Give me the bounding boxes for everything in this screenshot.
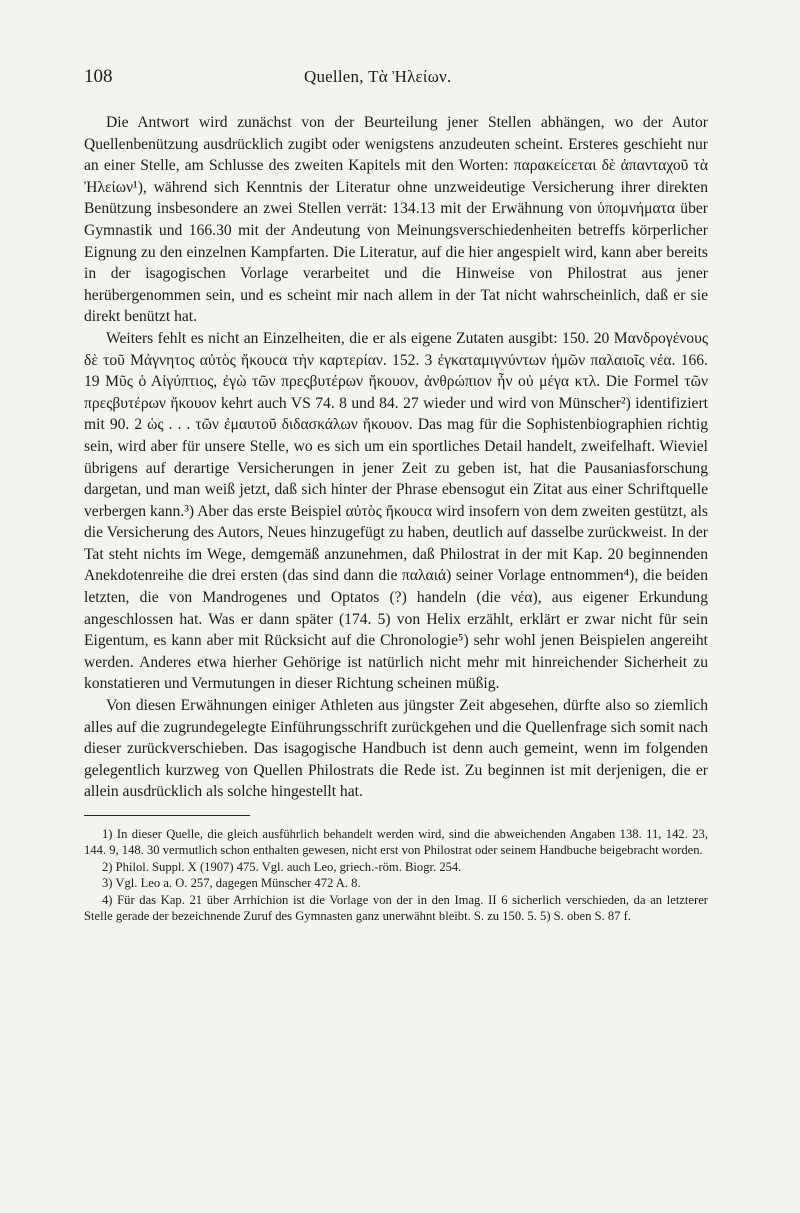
- paragraph-3: Von diesen Erwähnungen einiger Athleten aus jüngster Zeit abgesehen, dürfte also so ziemlich alles auf die zugrundegelegte Einführungsschrift zurückgehen und die Quellenfrage sich somit nach dieser zurückverschieben. Das isagogische Handbuch ist denn auch gemeint, wenn im folgenden gelegentlich kurzweg von Quellen Philostrats die Rede ist. Zu beginnen ist mit derjenigen, die er allein ausdrücklich als solche hingestellt hat.: [84, 697, 708, 801]
- paragraph-1: Die Antwort wird zunächst von der Beurteilung jener Stellen abhängen, wo der Autor Quellenbenützung ausdrücklich zugibt oder wenigstens anzudeuten scheint. Ersteres geschieht nur an einer Stelle, am Schlusse des zweiten Kapitels mit den Worten: παρακείcεται δὲ ἀπανταχοῦ τὰ Ἠλείων¹), während sich Kenntnis der Literatur ohne unzweideutige Versicherung ihrer direkten Benützung insbesondere an zwei Stellen verrät: 134.13 mit der Erwähnung von ὑπομνήματα über Gymnastik und 166.30 mit der Andeutung von Meinungsverschiedenheiten betreffs körperlicher Eignung zu den einzelnen Kampfarten. Die Literatur, auf die hier angespielt wird, kann aber bereits in der isagogischen Vorlage verarbeitet und die Hinweise von Philostrat aus jener herübergenommen sein, und es scheint mir nach allem in der Tat nicht wahrscheinlich, daß er sie direkt benützt hat.: [84, 114, 708, 326]
- footnote-2: 2) Philol. Suppl. X (1907) 475. Vgl. auch Leo, griech.-röm. Biogr. 254.: [102, 859, 462, 874]
- footnotes: [84, 826, 708, 924]
- main-text: [84, 112, 708, 803]
- footnote-4: 4) Für das Kap. 21 über Arrhichion ist die Vorlage von der in den Imag. II 6 sicherlich verschieden, da an letzterer Stelle gerade der bezeichnende Zuruf des Gymnasten ganz unerwähnt bleibt. S. zu 150. 5. 5) S. oben S. 87 f.: [84, 892, 708, 924]
- running-title: Quellen, Τὰ Ἠλείων.: [304, 67, 452, 86]
- footnote-1: 1) In dieser Quelle, die gleich ausführlich behandelt werden wird, sind die abweichenden Angaben 138. 11, 142. 23, 144. 9, 148. 30 vermutlich schon enthalten gewesen, nicht erst von Philostrat oder seinem Handbuche beigebracht worden.: [84, 827, 708, 858]
- page-header: [84, 66, 708, 100]
- footnote-divider: [84, 815, 250, 816]
- paragraph-2: Weiters fehlt es nicht an Einzelheiten, die er als eigene Zutaten ausgibt: 150. 20 Μανδρογένους δὲ τοῦ Μάγνητος αὐτὸς ἤκουcα τὴν καρτερίαν. 152. 3 ἐγκαταμιγνύντων ἡμῶν παλαιοῖς νέα. 166. 19 Μῦς ὁ Αἰγύπτιος, ἐγὼ τῶν πρεςβυτέρων ἤκουον, ἀνθρώπιον ἦν οὐ μέγα κτλ. Die Formel τῶν πρεςβυτέρων ἤκουον kehrt auch VS 74. 8 und 84. 27 wieder und wird von Münscher²) identifiziert mit 90. 2 ὡς . . . τῶν ἐμαυτοῦ διδασκάλων ἤκουον. Das mag für die Sophistenbiographien richtig sein, wird aber für unsere Stelle, wo es sich um ein sportliches Detail handelt, zweifelhaft. Wieviel übrigens auf derartige Versicherungen in jener Zeit zu geben ist, hat die Pausaniasforschung dargetan, und man weiß jetzt, daß sich hinter der Phrase ebensogut ein Zitat aus einer Schriftquelle verbergen kann.³) Aber das erste Beispiel αὐτὸς ἤκουcα wird insofern von dem zweiten gestützt, als die Versicherung des Autors, Neues hinzugefügt zu haben, deutlich auf dasselbe zurückweist. In der Tat steht nichts im Wege, demgemäß anzunehmen, daß Philostrat in der mit Kap. 20 beginnenden Anekdotenreihe die drei ersten (das sind dann die παλαιά) seiner Vorlage entnommen⁴), die beiden letzten, die von Mandrogenes und Optatos (?) handeln (die νέα), aus eigener Erkundung angeschlossen hat. Was er dann später (174. 5) von Helix erzählt, erklärt er zwar nicht für sein Eigentum, es kann aber mit Rücksicht auf die Chronologie⁵) sehr wohl jenen Beispielen angereiht werden. Anderes etwa hierher Gehörige ist natürlich nicht mehr mit hinreichender Sicherheit zu konstatieren und Vermutungen in dieser Richtung scheinen müßig.: [84, 329, 708, 693]
- book-page: [84, 66, 708, 924]
- footnote-3: 3) Vgl. Leo a. O. 257, dagegen Münscher 472 A. 8.: [102, 876, 361, 891]
- page-number: 108: [84, 66, 113, 87]
